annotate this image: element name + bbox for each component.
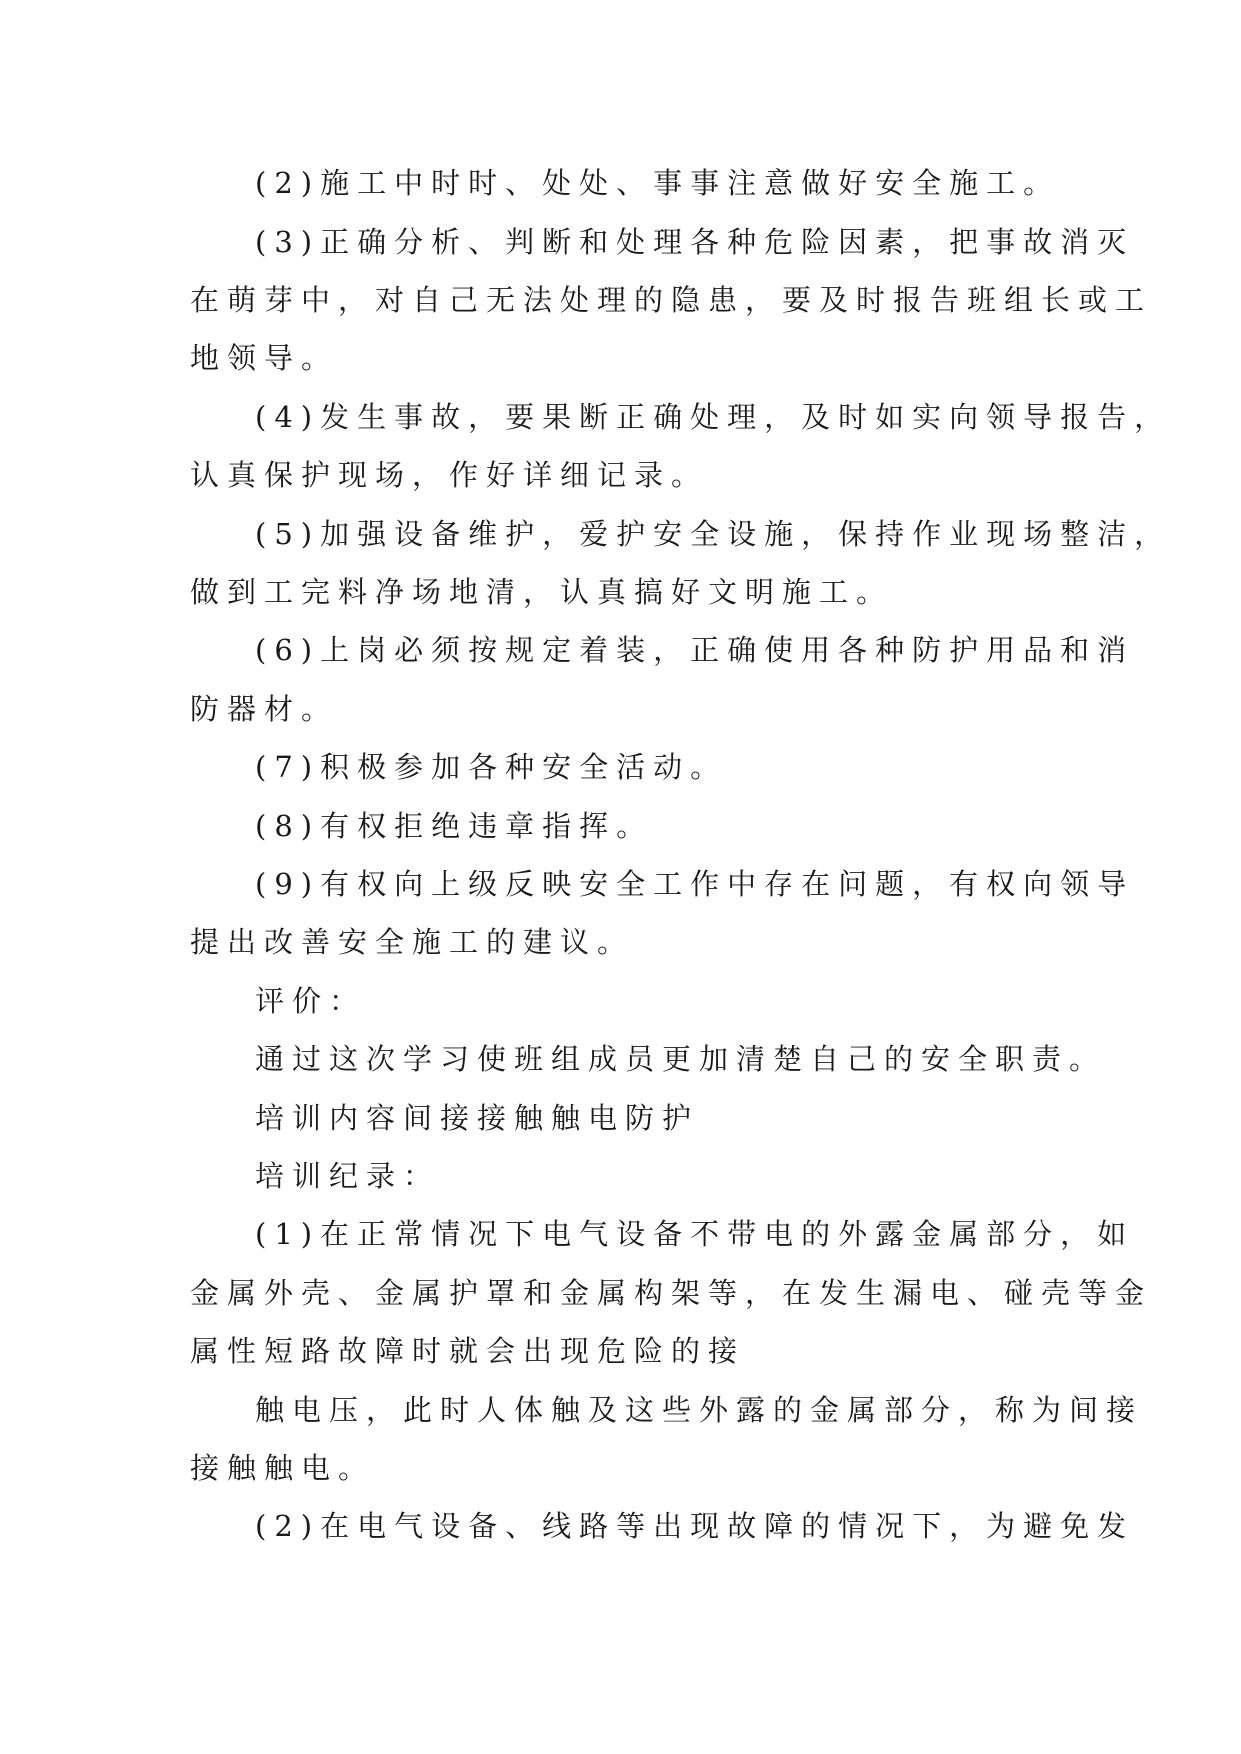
- text-line: (1)在正常情况下电气设备不带电的外露金属部分，如: [255, 1217, 1135, 1251]
- text-line: (5)加强设备维护，爱护安全设施，保持作业现场整洁，: [255, 517, 1172, 551]
- text-line: (3)正确分析、判断和处理各种危险因素，把事故消灭: [255, 225, 1135, 259]
- text-line: 评价：: [255, 984, 367, 1018]
- text-line: 防器材。: [190, 692, 339, 726]
- text-line: 认真保护现场，作好详细记录。: [190, 458, 709, 492]
- text-line: 触电压，此时人体触及这些外露的金属部分，称为间接: [255, 1393, 1144, 1427]
- text-line: 属性短路故障时就会出现危险的接: [190, 1334, 746, 1368]
- text-line: 金属外壳、金属护罩和金属构架等，在发生漏电、碰壳等金: [190, 1276, 1153, 1310]
- text-line: 培训纪录：: [255, 1159, 441, 1193]
- text-line: 做到工完料净场地清，认真搞好文明施工。: [190, 575, 894, 609]
- text-line: (2)在电气设备、线路等出现故障的情况下，为避免发: [255, 1509, 1135, 1543]
- text-line: 提出改善安全施工的建议。: [190, 925, 635, 959]
- text-line: (8)有权拒绝违章指挥。: [255, 809, 654, 843]
- text-line: 地领导。: [190, 341, 339, 375]
- text-line: 通过这次学习使班组成员更加清楚自己的安全职责。: [255, 1042, 1107, 1076]
- text-line: (6)上岗必须按规定着装，正确使用各种防护用品和消: [255, 633, 1135, 667]
- text-line: (7)积极参加各种安全活动。: [255, 750, 728, 784]
- text-line: (9)有权向上级反映安全工作中存在问题，有权向领导: [255, 867, 1135, 901]
- text-line: 培训内容间接接触触电防护: [255, 1101, 700, 1135]
- text-line: (2)施工中时时、处处、事事注意做好安全施工。: [255, 166, 1061, 200]
- text-line: 在萌芽中，对自己无法处理的隐患，要及时报告班组长或工: [190, 283, 1153, 317]
- text-line: 接触触电。: [190, 1451, 376, 1485]
- text-line: (4)发生事故，要果断正确处理，及时如实向领导报告，: [255, 400, 1172, 434]
